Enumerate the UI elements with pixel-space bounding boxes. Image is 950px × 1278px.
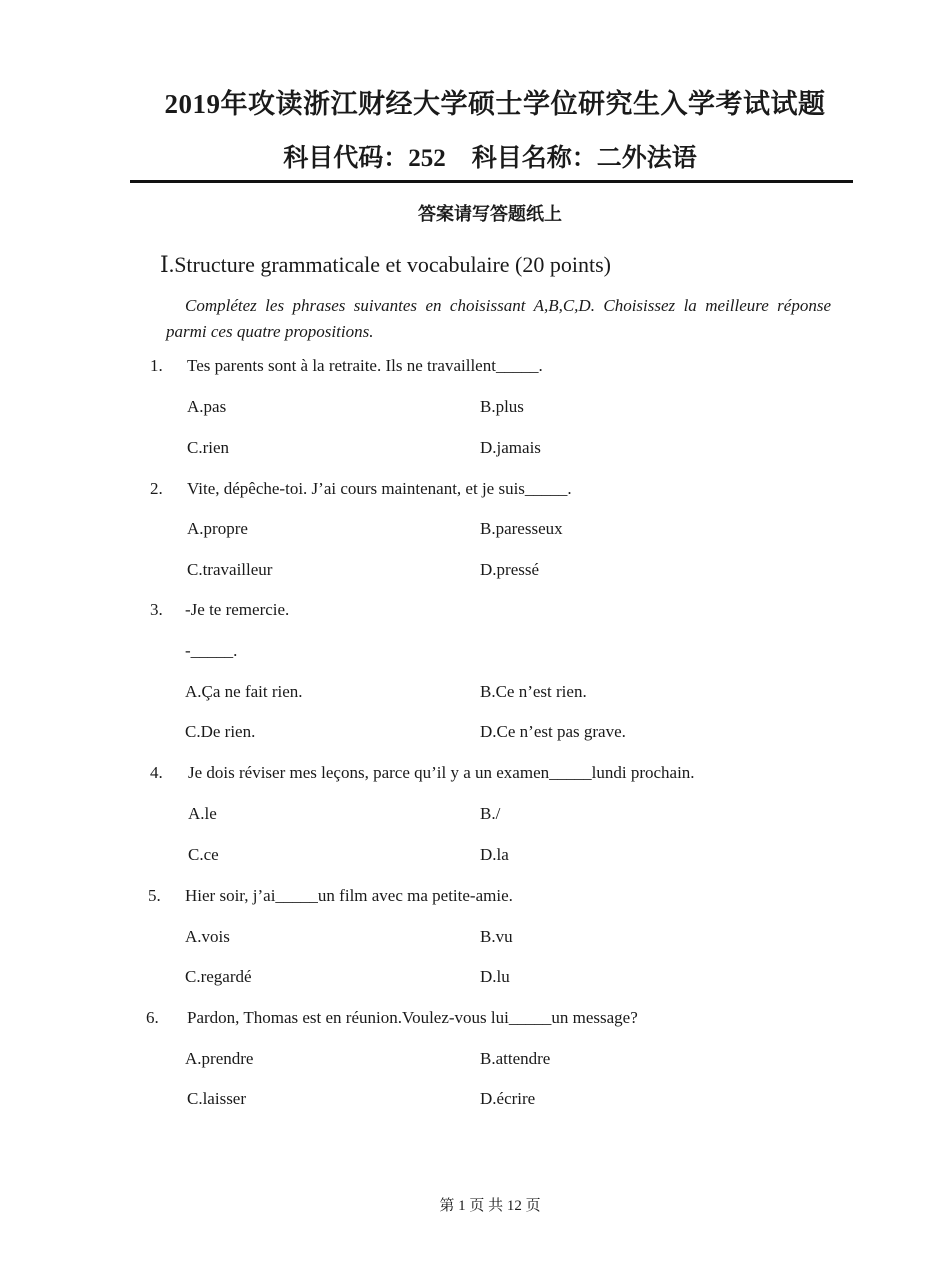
option-b: B./	[480, 804, 501, 823]
question-stem: Hier soir, j’ai_____un film avec ma petite-amie.	[185, 886, 513, 905]
option-b: B.attendre	[480, 1049, 551, 1068]
option-b: B.Ce n’est rien.	[480, 682, 587, 701]
option-d: D.lu	[480, 967, 510, 986]
option-b: B.plus	[480, 397, 524, 416]
header-rule	[130, 180, 853, 183]
question-stem: Vite, dépêche-toi. J’ai cours maintenant, et je suis_____.	[187, 479, 572, 498]
option-c: C.rien	[187, 438, 230, 457]
answer-notice: 答案请写答题纸上	[418, 204, 562, 224]
question-number: 3.	[150, 600, 163, 619]
question-stem: -Je te remercie.	[185, 600, 290, 619]
option-d: D.Ce n’est pas grave.	[480, 722, 626, 741]
option-a: A.vois	[185, 927, 230, 946]
question-number: 1.	[150, 356, 163, 375]
subject-line	[0, 138, 950, 174]
option-d: D.jamais	[480, 438, 541, 457]
option-a: A.propre	[187, 519, 248, 538]
subject-code: 科目代码：252	[283, 145, 446, 172]
option-a: A.le	[188, 804, 217, 823]
option-c: C.regardé	[185, 967, 252, 986]
option-d: D.pressé	[480, 560, 540, 579]
option-c: C.laisser	[187, 1089, 247, 1108]
option-c: C.ce	[188, 845, 219, 864]
question-number: 2.	[150, 479, 163, 498]
section-title: Ⅰ.Structure grammaticale et vocabulaire (20 points)	[160, 252, 611, 277]
option-c: C.De rien.	[185, 722, 256, 741]
option-b: B.vu	[480, 927, 513, 946]
option-c: C.travailleur	[187, 560, 273, 579]
option-d: D.la	[480, 845, 509, 864]
exam-title: 2019年攻读浙江财经大学硕士学位研究生入学考试试题	[164, 89, 826, 119]
page-footer: 第 1 页 共 12 页	[439, 1198, 541, 1214]
option-b: B.paresseux	[480, 519, 563, 538]
section-instruction: Complétez les phrases suivantes en choisissant A,B,C,D. Choisissez la meilleure réponse parmi ces quatre propositions.	[166, 296, 831, 341]
question-number: 5.	[148, 886, 161, 905]
question-stem: Je dois réviser mes leçons, parce qu’il y a un examen_____lundi prochain.	[188, 763, 695, 782]
subject-name: 科目名称：二外法语	[471, 145, 697, 172]
option-a: A.Ça ne fait rien.	[185, 682, 303, 701]
question-stem: Pardon, Thomas est en réunion.Voulez-vous lui_____un message?	[187, 1008, 638, 1027]
question-number: 6.	[146, 1008, 159, 1027]
option-a: A.pas	[187, 397, 227, 416]
option-d: D.écrire	[480, 1089, 536, 1108]
option-a: A.prendre	[185, 1049, 254, 1068]
question-stem: Tes parents sont à la retraite. Ils ne travaillent_____.	[187, 356, 543, 375]
question-number: 4.	[150, 763, 163, 782]
question-response-line: -_____.	[185, 641, 238, 660]
